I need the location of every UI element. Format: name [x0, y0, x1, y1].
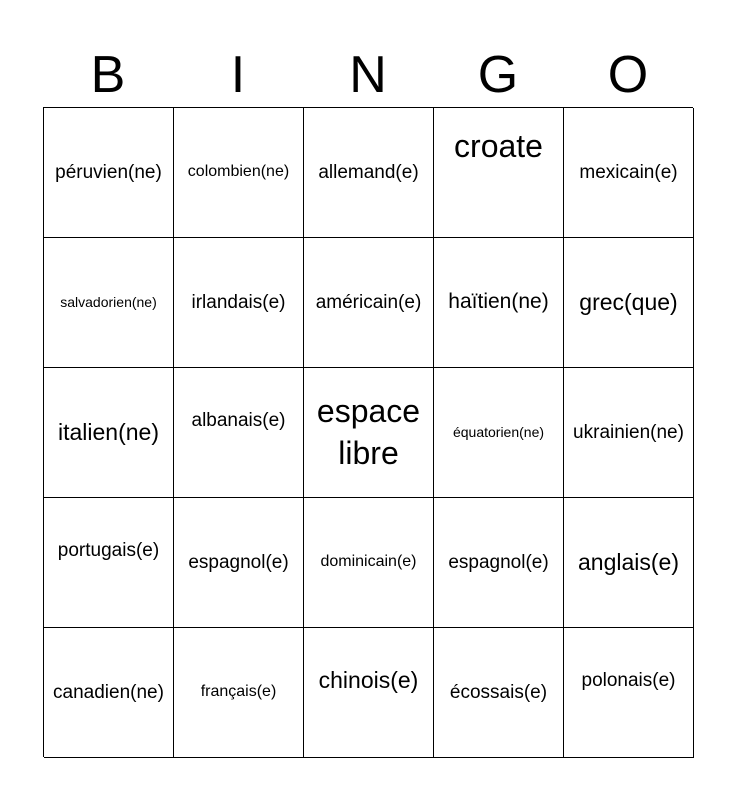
cell-text: grec(que)	[579, 289, 678, 316]
header-letter-n: N	[349, 46, 387, 104]
bingo-cell[interactable]	[304, 108, 434, 238]
bingo-cell[interactable]	[304, 628, 434, 758]
bingo-cell[interactable]	[44, 498, 174, 628]
bingo-cell[interactable]	[44, 108, 174, 238]
cell-text: portugais(e)	[57, 539, 160, 561]
cell-text: allemand(e)	[318, 161, 419, 183]
bingo-cell[interactable]	[434, 368, 564, 498]
header-letter-o: O	[607, 46, 649, 104]
cell-text: italien(ne)	[58, 419, 159, 446]
bingo-cell[interactable]	[564, 238, 694, 368]
bingo-cell[interactable]	[564, 108, 694, 238]
bingo-cell[interactable]	[304, 238, 434, 368]
bingo-header	[43, 45, 693, 105]
bingo-cell[interactable]	[44, 628, 174, 758]
cell-text: irlandais(e)	[191, 291, 286, 313]
cell-text: mexicain(e)	[579, 161, 678, 183]
free-space-text: espace libre	[316, 392, 421, 471]
header-letter-b: B	[90, 46, 126, 104]
cell-text: péruvien(ne)	[55, 161, 162, 183]
cell-text: écossais(e)	[449, 681, 548, 703]
cell-text: salvadorien(ne)	[60, 294, 157, 311]
bingo-cell[interactable]	[174, 498, 304, 628]
bingo-cell[interactable]	[304, 498, 434, 628]
bingo-cell[interactable]	[174, 108, 304, 238]
cell-text: américain(e)	[315, 291, 422, 313]
cell-text: colombien(ne)	[187, 163, 290, 181]
bingo-cell[interactable]	[564, 628, 694, 758]
bingo-cell[interactable]	[174, 238, 304, 368]
cell-text: polonais(e)	[581, 669, 676, 691]
bingo-cell[interactable]	[564, 498, 694, 628]
cell-text: croate	[454, 128, 543, 164]
bingo-cell[interactable]	[44, 238, 174, 368]
bingo-cell[interactable]	[434, 108, 564, 238]
free-space-cell[interactable]	[304, 368, 434, 498]
bingo-board	[43, 107, 693, 757]
cell-text: français(e)	[200, 683, 277, 701]
bingo-cell[interactable]	[564, 368, 694, 498]
cell-text: équatorien(ne)	[452, 424, 545, 441]
cell-text: espagnol(e)	[448, 551, 549, 573]
cell-text: espagnol(e)	[188, 551, 289, 573]
bingo-cell[interactable]	[434, 628, 564, 758]
bingo-cell[interactable]	[434, 238, 564, 368]
bingo-cell[interactable]	[174, 368, 304, 498]
cell-text: ukrainien(ne)	[573, 421, 684, 443]
bingo-cell[interactable]	[174, 628, 304, 758]
bingo-cell[interactable]	[434, 498, 564, 628]
cell-text: dominicain(e)	[320, 553, 417, 571]
cell-text: haïtien(ne)	[448, 290, 549, 314]
cell-text: anglais(e)	[578, 549, 679, 576]
bingo-cell[interactable]	[44, 368, 174, 498]
cell-text: albanais(e)	[191, 409, 286, 431]
header-letter-g: G	[477, 46, 519, 104]
header-letter-i: I	[230, 46, 246, 104]
cell-text: chinois(e)	[318, 667, 419, 694]
cell-text: canadien(ne)	[53, 681, 164, 703]
